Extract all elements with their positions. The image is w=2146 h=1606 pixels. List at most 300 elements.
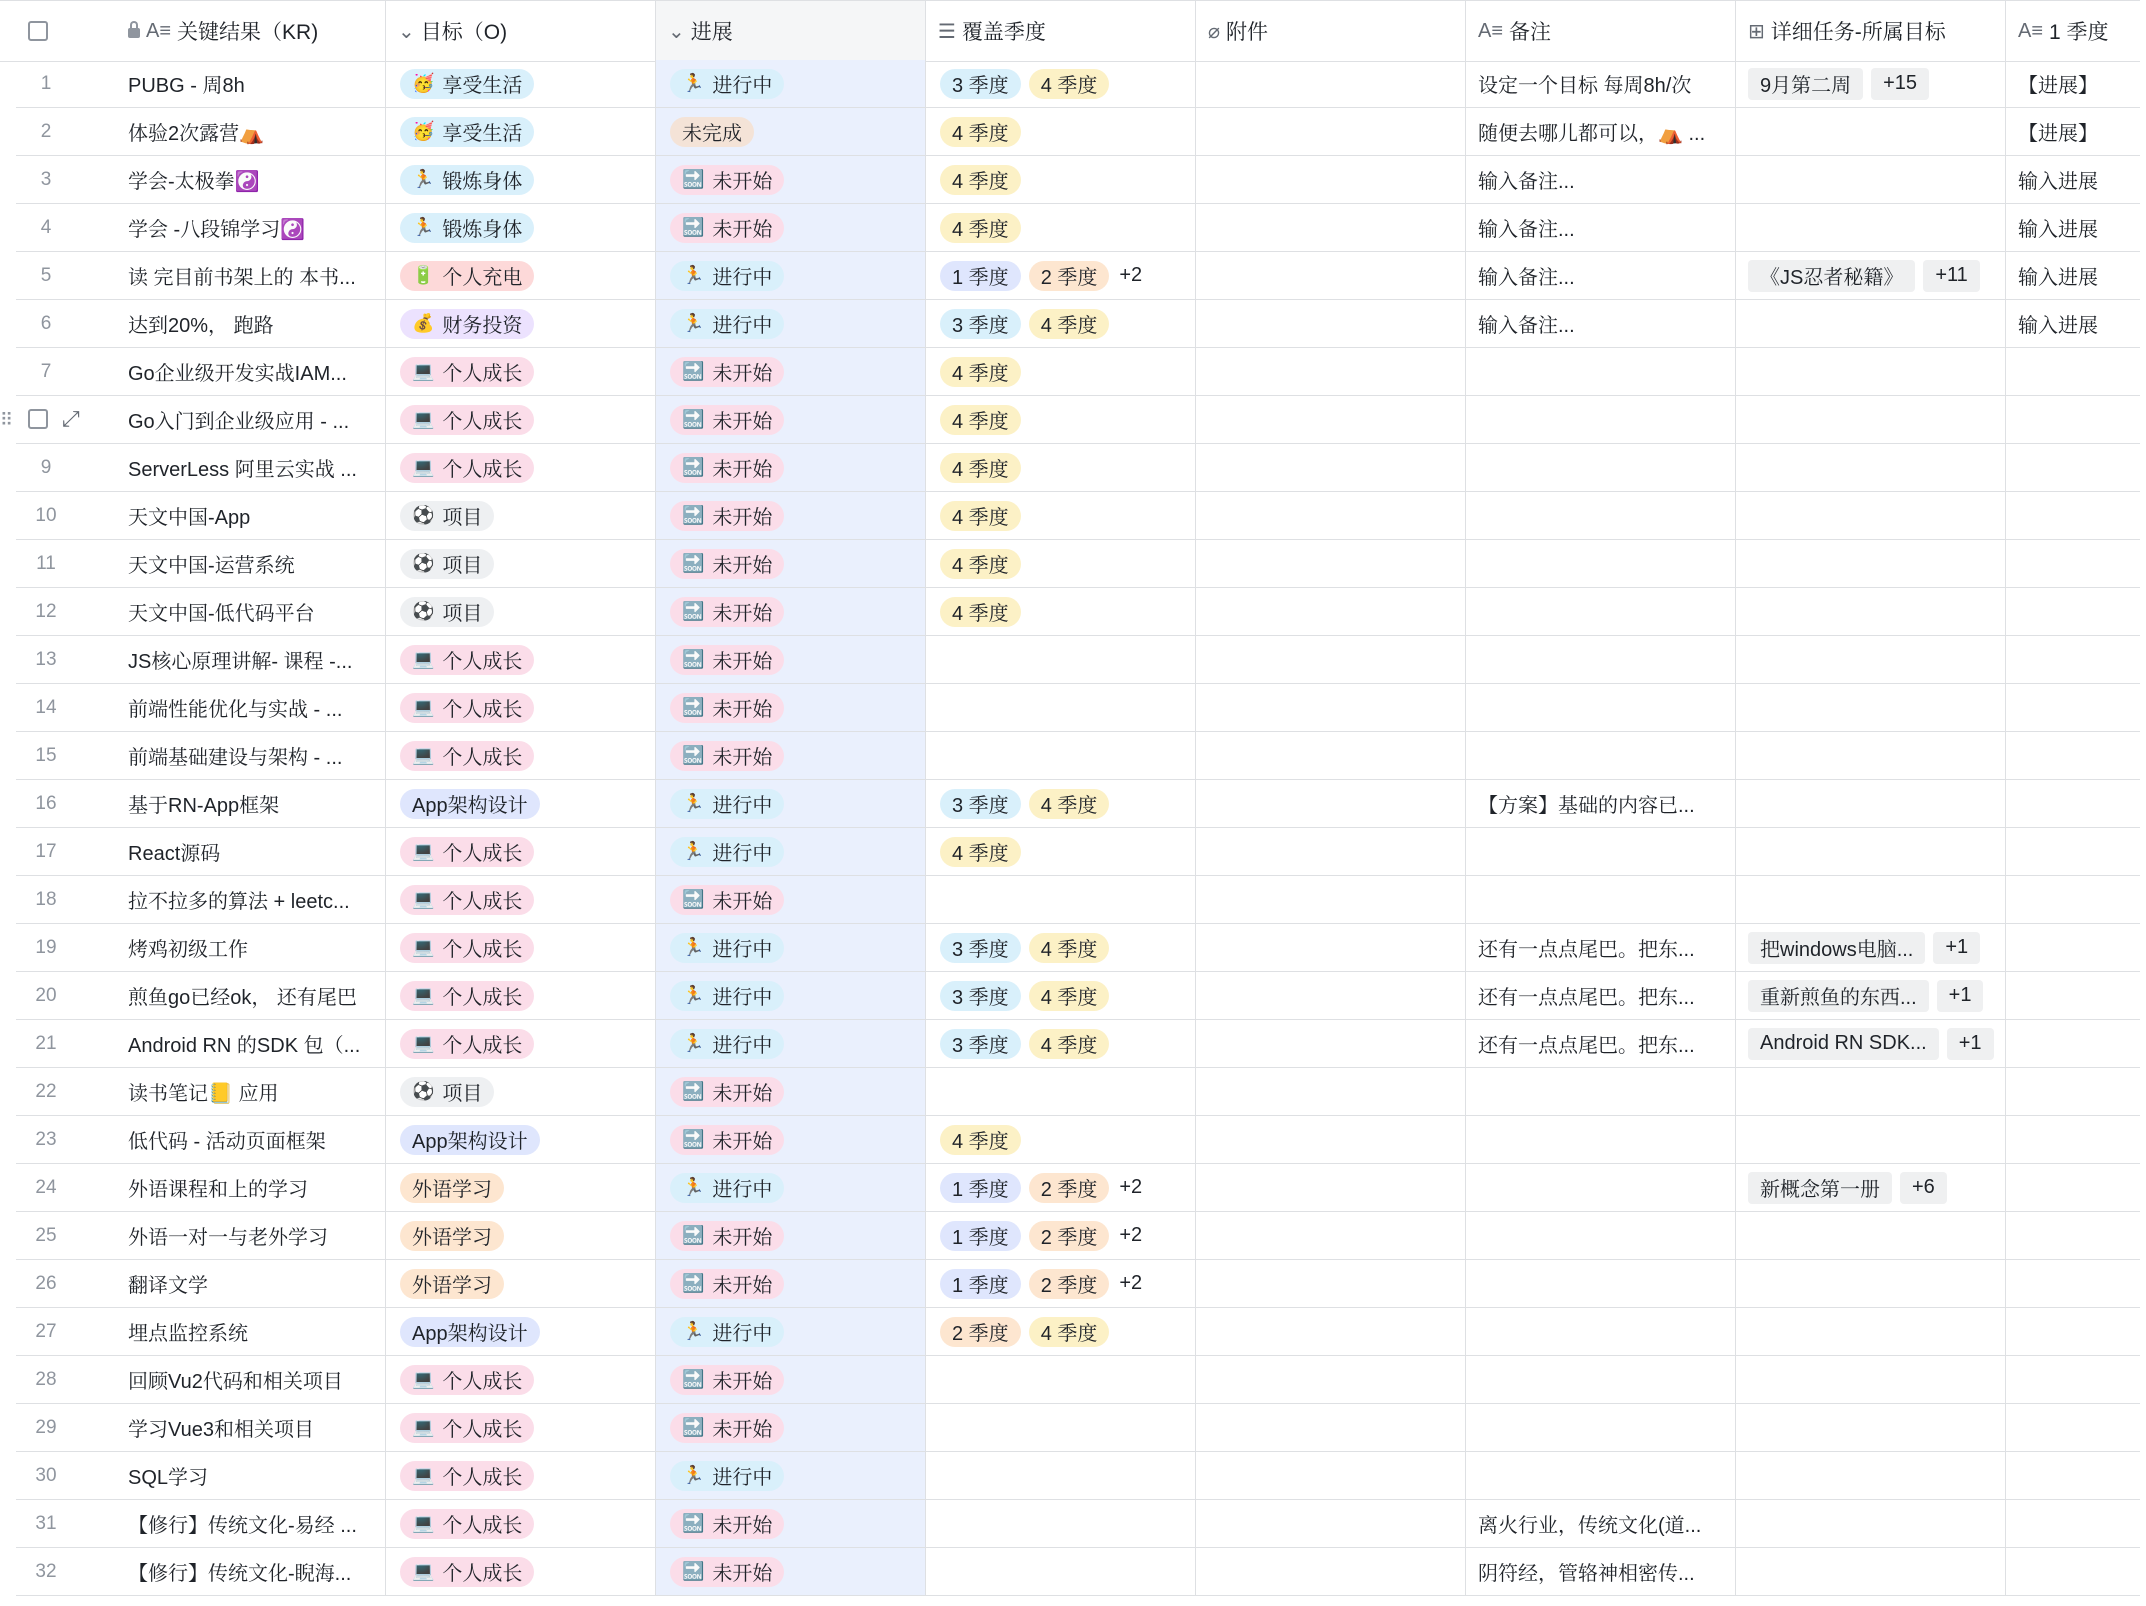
progress-cell[interactable] bbox=[656, 1308, 926, 1355]
quarter-tag[interactable]: 4 季度 bbox=[940, 165, 1021, 195]
attachment-cell[interactable] bbox=[1196, 60, 1466, 107]
task-cell[interactable] bbox=[1736, 924, 2006, 971]
attachment-cell[interactable] bbox=[1196, 1212, 1466, 1259]
quarter-tag[interactable]: 1 季度 bbox=[940, 1269, 1021, 1299]
q1-cell[interactable] bbox=[2006, 1068, 2146, 1115]
quarters-cell[interactable] bbox=[926, 540, 1196, 587]
objective-tag[interactable] bbox=[400, 453, 534, 483]
note-cell[interactable]: 设定一个目标 每周8h/次 bbox=[1466, 60, 1736, 107]
attachment-cell[interactable] bbox=[1196, 1020, 1466, 1067]
progress-tag[interactable] bbox=[670, 117, 754, 147]
quarters-cell[interactable] bbox=[926, 972, 1196, 1019]
table-row[interactable] bbox=[16, 588, 2140, 636]
task-link[interactable]: Android RN SDK... bbox=[1748, 1028, 1939, 1060]
kr-cell[interactable]: Go入门到企业级应用 - ... bbox=[76, 396, 386, 443]
objective-tag[interactable] bbox=[400, 1221, 504, 1251]
kr-cell[interactable]: 天文中国-运营系统 bbox=[76, 540, 386, 587]
progress-tag[interactable] bbox=[670, 741, 784, 771]
header-select-all[interactable] bbox=[0, 1, 76, 61]
note-cell[interactable] bbox=[1466, 348, 1736, 395]
task-cell[interactable] bbox=[1736, 540, 2006, 587]
table-row[interactable] bbox=[16, 876, 2140, 924]
kr-cell[interactable]: 低代码 - 活动页面框架 bbox=[76, 1116, 386, 1163]
table-row[interactable] bbox=[16, 1308, 2140, 1356]
note-cell[interactable]: 输入备注... bbox=[1466, 156, 1736, 203]
quarter-tag[interactable]: 1 季度 bbox=[940, 261, 1021, 291]
progress-cell[interactable] bbox=[656, 828, 926, 875]
q1-cell[interactable] bbox=[2006, 1116, 2146, 1163]
task-cell[interactable] bbox=[1736, 252, 2006, 299]
objective-tag[interactable] bbox=[400, 1029, 534, 1059]
progress-cell[interactable] bbox=[656, 972, 926, 1019]
progress-tag[interactable] bbox=[670, 885, 784, 915]
task-cell[interactable] bbox=[1736, 492, 2006, 539]
task-cell[interactable] bbox=[1736, 1116, 2006, 1163]
kr-cell[interactable]: 拉不拉多的算法 + leetc... bbox=[76, 876, 386, 923]
objective-cell[interactable] bbox=[386, 1500, 656, 1547]
progress-tag[interactable] bbox=[670, 597, 784, 627]
quarter-tag[interactable]: 4 季度 bbox=[1029, 69, 1110, 99]
objective-cell[interactable] bbox=[386, 1308, 656, 1355]
progress-cell[interactable] bbox=[656, 540, 926, 587]
objective-cell[interactable] bbox=[386, 780, 656, 827]
task-cell[interactable] bbox=[1736, 684, 2006, 731]
progress-cell[interactable] bbox=[656, 1548, 926, 1595]
attachment-cell[interactable] bbox=[1196, 636, 1466, 683]
attachment-cell[interactable] bbox=[1196, 300, 1466, 347]
attachment-cell[interactable] bbox=[1196, 1452, 1466, 1499]
quarter-tag[interactable]: 3 季度 bbox=[940, 309, 1021, 339]
objective-cell[interactable] bbox=[386, 204, 656, 251]
progress-tag[interactable] bbox=[670, 1461, 784, 1491]
progress-cell[interactable] bbox=[656, 1452, 926, 1499]
quarter-tag[interactable]: 4 季度 bbox=[940, 117, 1021, 147]
kr-cell[interactable]: 【修行】传统文化-睨海... bbox=[76, 1548, 386, 1595]
progress-tag[interactable] bbox=[670, 1269, 784, 1299]
task-more-count[interactable]: +1 bbox=[1933, 932, 1980, 964]
quarter-tag[interactable]: 4 季度 bbox=[940, 837, 1021, 867]
progress-cell[interactable] bbox=[656, 1068, 926, 1115]
table-row[interactable] bbox=[16, 1356, 2140, 1404]
quarter-tag[interactable]: 1 季度 bbox=[940, 1221, 1021, 1251]
task-cell[interactable] bbox=[1736, 1308, 2006, 1355]
attachment-cell[interactable] bbox=[1196, 348, 1466, 395]
task-cell[interactable] bbox=[1736, 348, 2006, 395]
progress-tag[interactable] bbox=[670, 789, 784, 819]
objective-tag[interactable] bbox=[400, 1077, 494, 1107]
table-row[interactable] bbox=[16, 1068, 2140, 1116]
table-row[interactable] bbox=[16, 828, 2140, 876]
progress-cell[interactable] bbox=[656, 732, 926, 779]
quarter-tag[interactable]: 2 季度 bbox=[1029, 1173, 1110, 1203]
table-row[interactable] bbox=[16, 780, 2140, 828]
objective-cell[interactable] bbox=[386, 1548, 656, 1595]
note-cell[interactable]: 阴符经，管辂神相密传... bbox=[1466, 1548, 1736, 1595]
quarters-cell[interactable] bbox=[926, 1356, 1196, 1403]
note-cell[interactable] bbox=[1466, 1404, 1736, 1451]
progress-tag[interactable] bbox=[670, 1509, 784, 1539]
progress-tag[interactable] bbox=[670, 1317, 784, 1347]
objective-cell[interactable] bbox=[386, 1260, 656, 1307]
more-count[interactable]: +2 bbox=[1119, 1272, 1143, 1294]
task-more-count[interactable]: +1 bbox=[1937, 980, 1984, 1012]
objective-cell[interactable] bbox=[386, 684, 656, 731]
more-count[interactable]: +2 bbox=[1119, 1176, 1143, 1198]
quarter-tag[interactable]: 4 季度 bbox=[940, 453, 1021, 483]
task-link[interactable]: 《JS忍者秘籍》 bbox=[1748, 260, 1915, 292]
note-cell[interactable] bbox=[1466, 1356, 1736, 1403]
more-count[interactable]: +2 bbox=[1119, 1224, 1143, 1246]
task-cell[interactable] bbox=[1736, 1404, 2006, 1451]
table-row[interactable] bbox=[16, 492, 2140, 540]
objective-cell[interactable] bbox=[386, 396, 656, 443]
kr-cell[interactable]: 烤鸡初级工作 bbox=[76, 924, 386, 971]
objective-tag[interactable] bbox=[400, 213, 534, 243]
task-cell[interactable] bbox=[1736, 1020, 2006, 1067]
row-checkbox[interactable] bbox=[28, 409, 48, 429]
progress-tag[interactable] bbox=[670, 1221, 784, 1251]
quarters-cell[interactable] bbox=[926, 1068, 1196, 1115]
note-cell[interactable] bbox=[1466, 588, 1736, 635]
objective-tag[interactable] bbox=[400, 741, 534, 771]
progress-tag[interactable] bbox=[670, 1413, 784, 1443]
task-cell[interactable] bbox=[1736, 972, 2006, 1019]
header-objective[interactable] bbox=[386, 1, 656, 61]
attachment-cell[interactable] bbox=[1196, 540, 1466, 587]
attachment-cell[interactable] bbox=[1196, 588, 1466, 635]
progress-tag[interactable] bbox=[670, 549, 784, 579]
note-cell[interactable]: 输入备注... bbox=[1466, 300, 1736, 347]
progress-cell[interactable] bbox=[656, 1404, 926, 1451]
header-progress[interactable] bbox=[656, 1, 926, 61]
kr-cell[interactable]: 体验2次露营⛺ bbox=[76, 108, 386, 155]
progress-cell[interactable] bbox=[656, 348, 926, 395]
q1-cell[interactable]: 输入进展 bbox=[2018, 267, 2098, 289]
note-cell[interactable] bbox=[1466, 732, 1736, 779]
quarters-cell[interactable] bbox=[926, 1404, 1196, 1451]
attachment-cell[interactable] bbox=[1196, 732, 1466, 779]
attachment-cell[interactable] bbox=[1196, 1164, 1466, 1211]
note-cell[interactable] bbox=[1466, 492, 1736, 539]
q1-cell[interactable]: 输入进展 bbox=[2018, 171, 2098, 193]
progress-cell[interactable] bbox=[656, 1212, 926, 1259]
q1-cell[interactable] bbox=[2006, 1020, 2146, 1067]
kr-cell[interactable]: 读 完目前书架上的 本书... bbox=[76, 252, 386, 299]
kr-cell[interactable]: SQL学习 bbox=[76, 1452, 386, 1499]
q1-cell[interactable] bbox=[2006, 1500, 2146, 1547]
progress-cell[interactable] bbox=[656, 1116, 926, 1163]
quarter-tag[interactable]: 4 季度 bbox=[940, 501, 1021, 531]
q1-cell[interactable] bbox=[2006, 828, 2146, 875]
objective-tag[interactable] bbox=[400, 1269, 504, 1299]
task-cell[interactable] bbox=[1736, 204, 2006, 251]
kr-cell[interactable]: 天文中国-App bbox=[76, 492, 386, 539]
objective-tag[interactable] bbox=[400, 117, 534, 147]
progress-cell[interactable] bbox=[656, 780, 926, 827]
quarters-cell[interactable] bbox=[926, 348, 1196, 395]
objective-tag[interactable] bbox=[400, 1317, 540, 1347]
quarters-cell[interactable] bbox=[926, 588, 1196, 635]
quarters-cell[interactable] bbox=[926, 924, 1196, 971]
task-cell[interactable] bbox=[1736, 1356, 2006, 1403]
q1-cell[interactable] bbox=[2006, 492, 2146, 539]
attachment-cell[interactable] bbox=[1196, 972, 1466, 1019]
task-cell[interactable] bbox=[1736, 780, 2006, 827]
note-cell[interactable] bbox=[1466, 1260, 1736, 1307]
objective-cell[interactable] bbox=[386, 924, 656, 971]
objective-tag[interactable] bbox=[400, 1125, 540, 1155]
quarters-cell[interactable] bbox=[926, 1500, 1196, 1547]
q1-cell[interactable] bbox=[2006, 540, 2146, 587]
task-cell[interactable] bbox=[1736, 108, 2006, 155]
q1-cell[interactable]: 【进展】 bbox=[2018, 75, 2098, 97]
objective-tag[interactable] bbox=[400, 1509, 534, 1539]
objective-tag[interactable] bbox=[400, 837, 534, 867]
progress-tag[interactable] bbox=[670, 933, 784, 963]
objective-tag[interactable] bbox=[400, 933, 534, 963]
kr-cell[interactable]: 基于RN-App框架 bbox=[76, 780, 386, 827]
select-all-checkbox[interactable] bbox=[28, 21, 48, 41]
objective-cell[interactable] bbox=[386, 972, 656, 1019]
q1-cell[interactable] bbox=[2006, 1356, 2146, 1403]
note-cell[interactable] bbox=[1466, 1308, 1736, 1355]
progress-tag[interactable] bbox=[670, 1365, 784, 1395]
q1-cell[interactable] bbox=[2006, 684, 2146, 731]
objective-cell[interactable] bbox=[386, 444, 656, 491]
kr-cell[interactable]: 外语课程和上的学习 bbox=[76, 1164, 386, 1211]
progress-tag[interactable] bbox=[670, 645, 784, 675]
task-cell[interactable] bbox=[1736, 60, 2006, 107]
task-cell[interactable] bbox=[1736, 1452, 2006, 1499]
table-row[interactable] bbox=[16, 1116, 2140, 1164]
kr-cell[interactable]: 煎鱼go已经ok， 还有尾巴 bbox=[76, 972, 386, 1019]
note-cell[interactable] bbox=[1466, 828, 1736, 875]
note-cell[interactable]: 输入备注... bbox=[1466, 204, 1736, 251]
kr-cell[interactable]: JS核心原理讲解- 课程 -... bbox=[76, 636, 386, 683]
quarter-tag[interactable]: 4 季度 bbox=[940, 213, 1021, 243]
quarters-cell[interactable] bbox=[926, 156, 1196, 203]
objective-tag[interactable] bbox=[400, 501, 494, 531]
kr-cell[interactable]: 前端基础建设与架构 - ... bbox=[76, 732, 386, 779]
more-count[interactable]: +2 bbox=[1119, 264, 1143, 286]
attachment-cell[interactable] bbox=[1196, 156, 1466, 203]
kr-cell[interactable]: 学习Vue3和相关项目 bbox=[76, 1404, 386, 1451]
objective-tag[interactable] bbox=[400, 1173, 504, 1203]
quarter-tag[interactable]: 4 季度 bbox=[940, 1125, 1021, 1155]
progress-cell[interactable] bbox=[656, 588, 926, 635]
table-row[interactable] bbox=[16, 300, 2140, 348]
progress-tag[interactable] bbox=[670, 1557, 784, 1587]
objective-tag[interactable] bbox=[400, 693, 534, 723]
progress-cell[interactable] bbox=[656, 876, 926, 923]
kr-cell[interactable]: 学会 -八段锦学习☯️ bbox=[76, 204, 386, 251]
kr-cell[interactable]: 前端性能优化与实战 - ... bbox=[76, 684, 386, 731]
table-row[interactable] bbox=[16, 108, 2140, 156]
task-cell[interactable] bbox=[1736, 1500, 2006, 1547]
progress-tag[interactable] bbox=[670, 1125, 784, 1155]
note-cell[interactable]: 输入备注... bbox=[1466, 252, 1736, 299]
objective-cell[interactable] bbox=[386, 876, 656, 923]
q1-cell[interactable] bbox=[2006, 1164, 2146, 1211]
note-cell[interactable] bbox=[1466, 1212, 1736, 1259]
q1-cell[interactable] bbox=[2006, 1404, 2146, 1451]
table-row[interactable] bbox=[16, 1548, 2140, 1596]
progress-tag[interactable] bbox=[670, 837, 784, 867]
header-task[interactable] bbox=[1736, 1, 2006, 61]
objective-cell[interactable] bbox=[386, 108, 656, 155]
attachment-cell[interactable] bbox=[1196, 492, 1466, 539]
quarter-tag[interactable]: 3 季度 bbox=[940, 1029, 1021, 1059]
objective-tag[interactable] bbox=[400, 1557, 534, 1587]
kr-cell[interactable]: PUBG - 周8h bbox=[76, 60, 386, 107]
quarter-tag[interactable]: 2 季度 bbox=[940, 1317, 1021, 1347]
table-row[interactable] bbox=[16, 924, 2140, 972]
task-cell[interactable] bbox=[1736, 156, 2006, 203]
table-row[interactable] bbox=[16, 252, 2140, 300]
note-cell[interactable] bbox=[1466, 636, 1736, 683]
quarter-tag[interactable]: 1 季度 bbox=[940, 1173, 1021, 1203]
quarters-cell[interactable] bbox=[926, 732, 1196, 779]
table-row[interactable] bbox=[16, 732, 2140, 780]
objective-cell[interactable] bbox=[386, 1068, 656, 1115]
progress-cell[interactable] bbox=[656, 1164, 926, 1211]
quarters-cell[interactable] bbox=[926, 252, 1196, 299]
objective-tag[interactable] bbox=[400, 885, 534, 915]
quarter-tag[interactable]: 2 季度 bbox=[1029, 1269, 1110, 1299]
progress-cell[interactable] bbox=[656, 60, 926, 107]
attachment-cell[interactable] bbox=[1196, 1548, 1466, 1595]
attachment-cell[interactable] bbox=[1196, 876, 1466, 923]
progress-tag[interactable] bbox=[670, 165, 784, 195]
attachment-cell[interactable] bbox=[1196, 444, 1466, 491]
task-cell[interactable] bbox=[1736, 828, 2006, 875]
objective-cell[interactable] bbox=[386, 588, 656, 635]
table-row[interactable] bbox=[16, 972, 2140, 1020]
table-row[interactable] bbox=[16, 60, 2140, 108]
progress-tag[interactable] bbox=[670, 1173, 784, 1203]
quarters-cell[interactable] bbox=[926, 1212, 1196, 1259]
objective-cell[interactable] bbox=[386, 828, 656, 875]
quarter-tag[interactable]: 4 季度 bbox=[1029, 981, 1110, 1011]
quarter-tag[interactable]: 4 季度 bbox=[940, 357, 1021, 387]
q1-cell[interactable] bbox=[2006, 1452, 2146, 1499]
header-kr[interactable] bbox=[76, 1, 386, 61]
drag-handle-icon[interactable]: ⠿ bbox=[0, 410, 14, 430]
quarters-cell[interactable] bbox=[926, 1116, 1196, 1163]
objective-cell[interactable] bbox=[386, 636, 656, 683]
note-cell[interactable] bbox=[1466, 540, 1736, 587]
q1-cell[interactable] bbox=[2006, 876, 2146, 923]
objective-tag[interactable] bbox=[400, 1413, 534, 1443]
progress-tag[interactable] bbox=[670, 357, 784, 387]
objective-cell[interactable] bbox=[386, 492, 656, 539]
q1-cell[interactable] bbox=[2006, 972, 2146, 1019]
quarters-cell[interactable] bbox=[926, 828, 1196, 875]
objective-tag[interactable] bbox=[400, 1365, 534, 1395]
q1-cell[interactable] bbox=[2006, 588, 2146, 635]
table-row[interactable] bbox=[16, 1452, 2140, 1500]
attachment-cell[interactable] bbox=[1196, 1308, 1466, 1355]
attachment-cell[interactable] bbox=[1196, 828, 1466, 875]
progress-cell[interactable] bbox=[656, 444, 926, 491]
kr-cell[interactable]: 学会-太极拳☯️ bbox=[76, 156, 386, 203]
attachment-cell[interactable] bbox=[1196, 1116, 1466, 1163]
note-cell[interactable] bbox=[1466, 876, 1736, 923]
progress-cell[interactable] bbox=[656, 684, 926, 731]
progress-tag[interactable] bbox=[670, 405, 784, 435]
quarter-tag[interactable]: 4 季度 bbox=[940, 549, 1021, 579]
progress-cell[interactable] bbox=[656, 924, 926, 971]
progress-tag[interactable] bbox=[670, 1077, 784, 1107]
task-cell[interactable] bbox=[1736, 1164, 2006, 1211]
objective-cell[interactable] bbox=[386, 1356, 656, 1403]
note-cell[interactable] bbox=[1466, 1164, 1736, 1211]
task-cell[interactable] bbox=[1736, 300, 2006, 347]
objective-cell[interactable] bbox=[386, 300, 656, 347]
attachment-cell[interactable] bbox=[1196, 684, 1466, 731]
progress-tag[interactable] bbox=[670, 261, 784, 291]
kr-cell[interactable]: 翻译文学 bbox=[76, 1260, 386, 1307]
task-cell[interactable] bbox=[1736, 1548, 2006, 1595]
quarters-cell[interactable] bbox=[926, 780, 1196, 827]
progress-tag[interactable] bbox=[670, 981, 784, 1011]
objective-tag[interactable] bbox=[400, 165, 534, 195]
objective-cell[interactable] bbox=[386, 732, 656, 779]
expand-record-icon[interactable]: ⤢ bbox=[62, 406, 80, 431]
task-link[interactable]: 9月第二周 bbox=[1748, 68, 1863, 100]
quarters-cell[interactable] bbox=[926, 684, 1196, 731]
attachment-cell[interactable] bbox=[1196, 780, 1466, 827]
attachment-cell[interactable] bbox=[1196, 396, 1466, 443]
q1-cell[interactable] bbox=[2006, 396, 2146, 443]
table-row[interactable] bbox=[16, 1500, 2140, 1548]
progress-cell[interactable] bbox=[656, 1260, 926, 1307]
objective-cell[interactable] bbox=[386, 1404, 656, 1451]
progress-cell[interactable] bbox=[656, 1500, 926, 1547]
progress-cell[interactable] bbox=[656, 396, 926, 443]
q1-cell[interactable] bbox=[2006, 444, 2146, 491]
progress-tag[interactable] bbox=[670, 1029, 784, 1059]
kr-cell[interactable]: 读书笔记📒 应用 bbox=[76, 1068, 386, 1115]
kr-cell[interactable]: ServerLess 阿里云实战 ... bbox=[76, 444, 386, 491]
quarter-tag[interactable]: 2 季度 bbox=[1029, 1221, 1110, 1251]
attachment-cell[interactable] bbox=[1196, 108, 1466, 155]
task-cell[interactable] bbox=[1736, 636, 2006, 683]
q1-cell[interactable] bbox=[2006, 348, 2146, 395]
q1-cell[interactable] bbox=[2006, 780, 2146, 827]
objective-cell[interactable] bbox=[386, 1452, 656, 1499]
objective-tag[interactable] bbox=[400, 1461, 534, 1491]
progress-cell[interactable] bbox=[656, 108, 926, 155]
task-link[interactable]: 新概念第一册 bbox=[1748, 1172, 1892, 1204]
note-cell[interactable]: 还有一点点尾巴。把东... bbox=[1466, 924, 1736, 971]
objective-tag[interactable] bbox=[400, 981, 534, 1011]
objective-cell[interactable] bbox=[386, 60, 656, 107]
q1-cell[interactable] bbox=[2006, 1260, 2146, 1307]
objective-cell[interactable] bbox=[386, 348, 656, 395]
objective-tag[interactable] bbox=[400, 309, 534, 339]
progress-cell[interactable] bbox=[656, 204, 926, 251]
q1-cell[interactable] bbox=[2006, 1308, 2146, 1355]
table-row[interactable] bbox=[16, 1020, 2140, 1068]
task-cell[interactable] bbox=[1736, 1068, 2006, 1115]
quarter-tag[interactable]: 2 季度 bbox=[1029, 261, 1110, 291]
q1-cell[interactable]: 【进展】 bbox=[2018, 123, 2098, 145]
quarters-cell[interactable] bbox=[926, 300, 1196, 347]
table-row[interactable] bbox=[16, 204, 2140, 252]
task-link[interactable]: 重新煎鱼的东西... bbox=[1748, 980, 1929, 1012]
table-row[interactable] bbox=[16, 1260, 2140, 1308]
